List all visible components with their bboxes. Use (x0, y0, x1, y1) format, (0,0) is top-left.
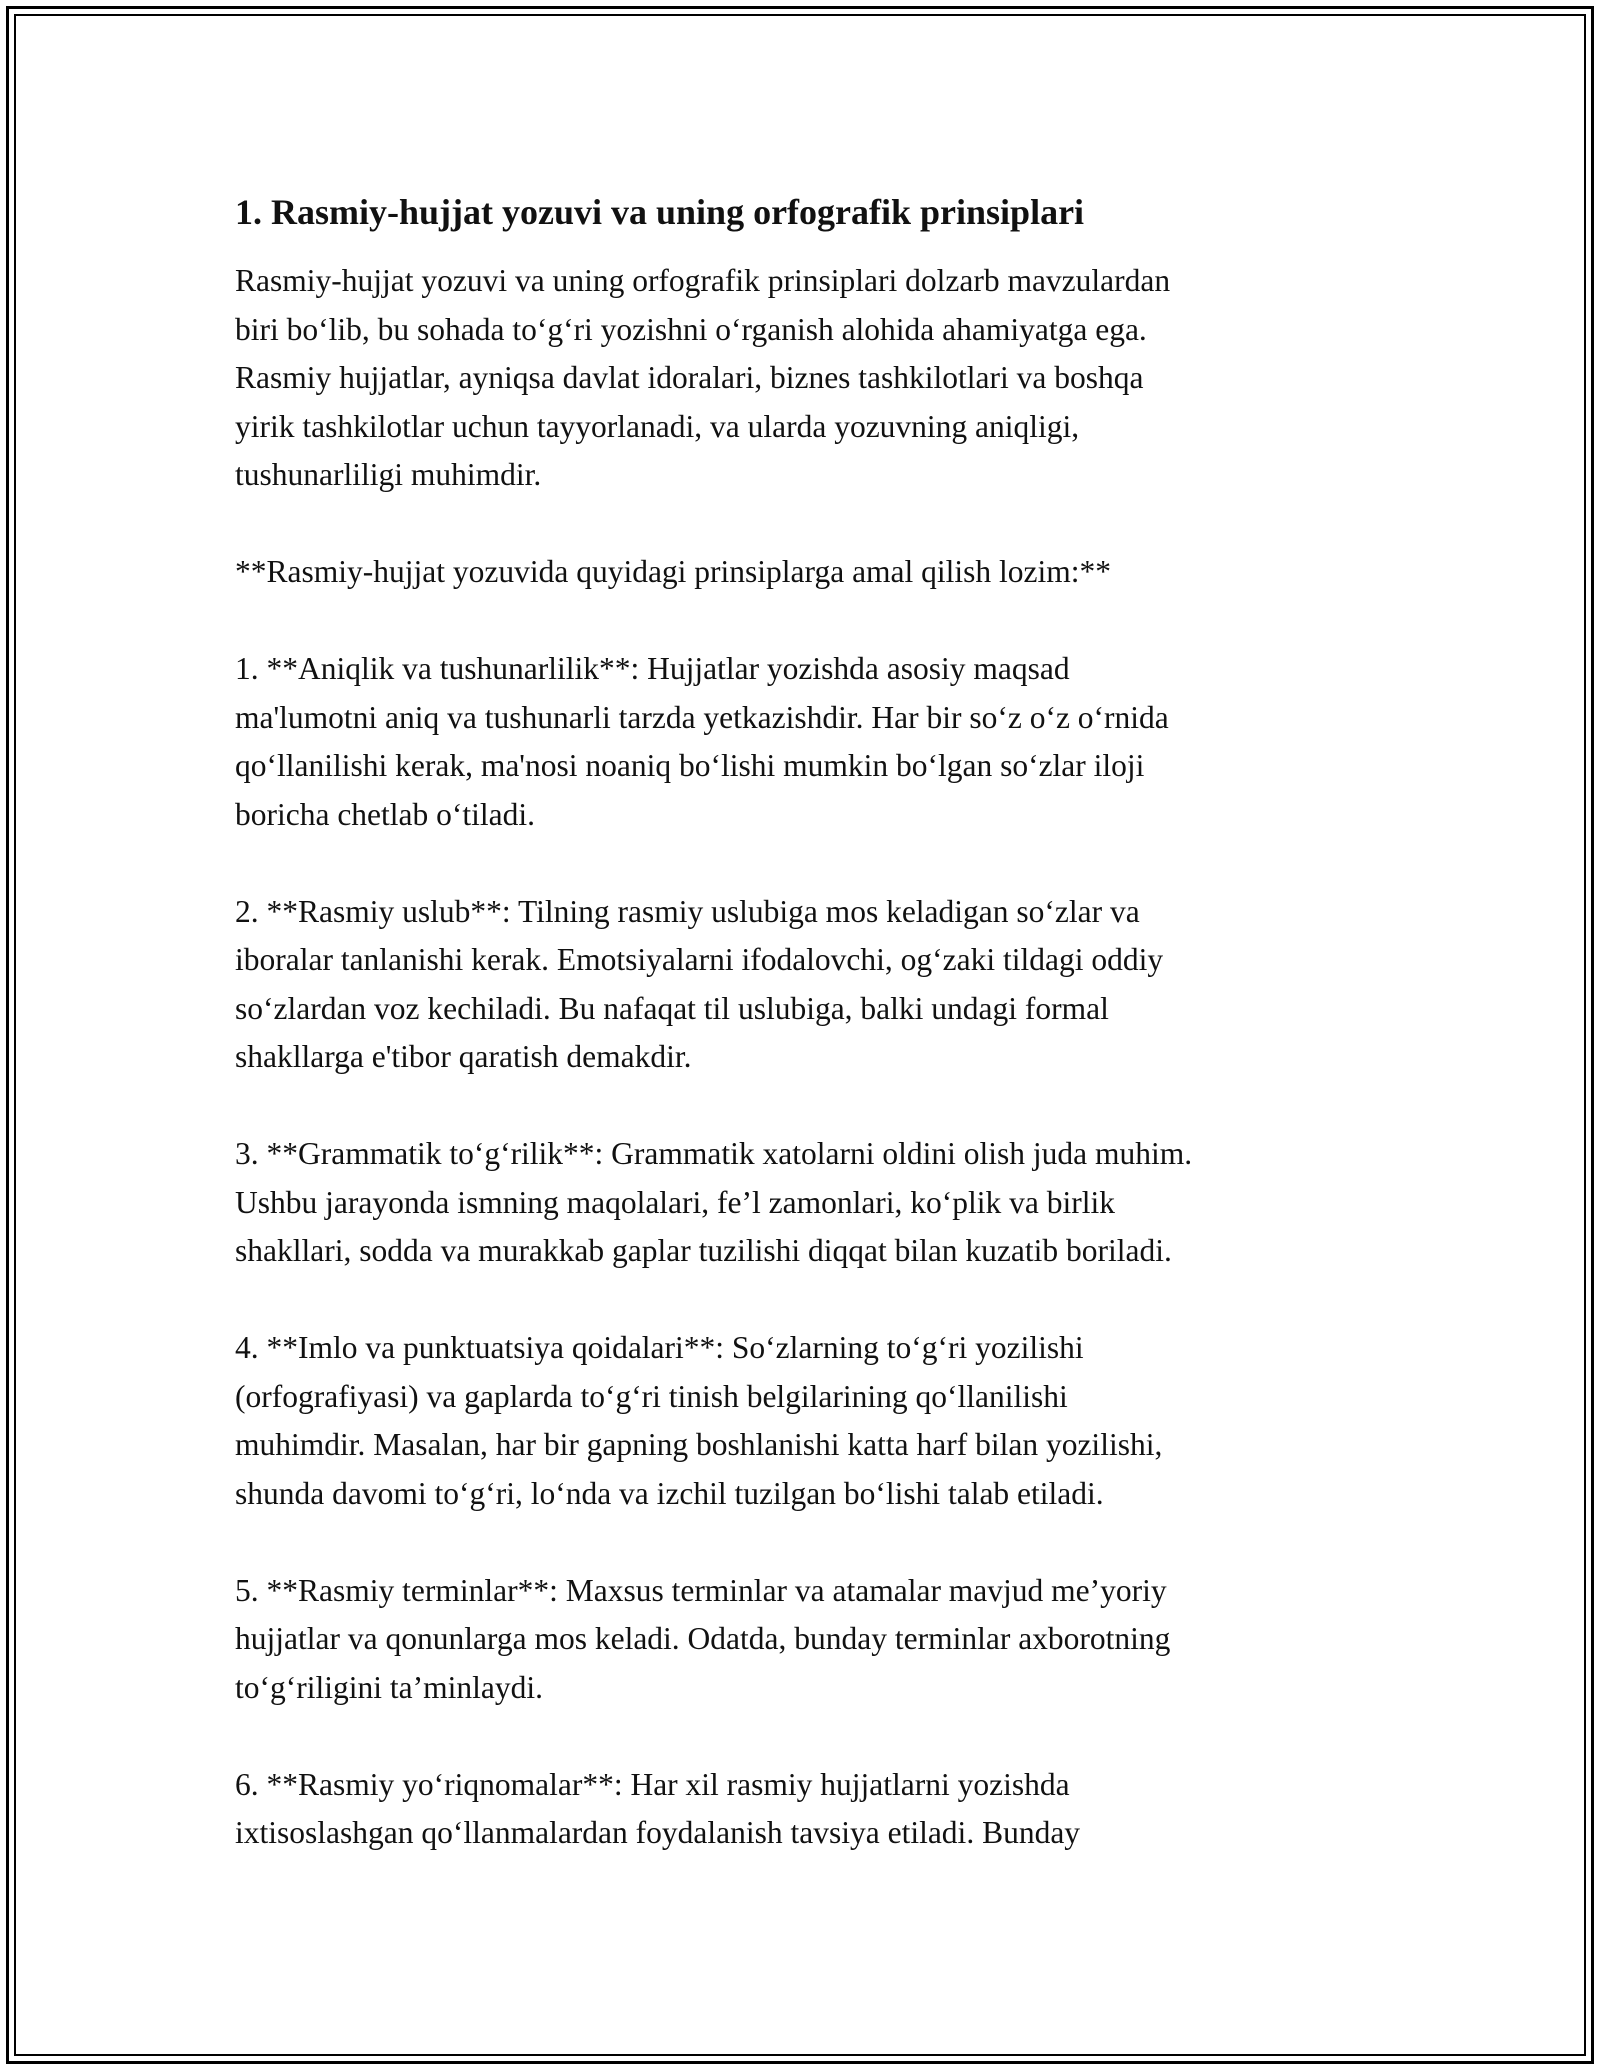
text-line: to‘g‘riligini ta’minlaydi. (235, 1669, 543, 1705)
text-line: **Rasmiy-hujjat yozuvida quyidagi prinsiplarga amal qilish lozim:** (235, 554, 1112, 589)
text-line: biri bo‘lib, bu sohada to‘g‘ri yozishni o‘rganish alohida ahamiyatga ega. (235, 311, 1147, 347)
text-line: 3. **Grammatik to‘g‘rilik**: Grammatik xatolarni oldini olish juda muhim. (235, 1136, 1193, 1171)
text-line: iboralar tanlanishi kerak. Emotsiyalarni ifodalovchi, og‘zaki tildagi oddiy (235, 942, 1164, 977)
text-line: qo‘llanilishi kerak, ma'nosi noaniq bo‘lishi mumkin bo‘lgan so‘zlar iloji (235, 748, 1145, 783)
intro-paragraph (235, 257, 1365, 500)
text-line: 2. **Rasmiy uslub**: Tilning rasmiy uslubiga mos keladigan so‘zlar va (235, 893, 1140, 929)
text-line: ma'lumotni aniq va tushunarli tarzda yetkazishdir. Har bir so‘z o‘z o‘rnida (235, 699, 1169, 735)
text-line: shunda davomi to‘g‘ri, lo‘nda va izchil tuzilgan bo‘lishi talab etiladi. (235, 1475, 1104, 1511)
document-body (235, 188, 1365, 1906)
text-line: boricha chetlab o‘tiladi. (235, 796, 536, 832)
principle-6-paragraph (235, 1761, 1365, 1858)
text-line: muhimdir. Masalan, har bir gapning boshlanishi katta harf bilan yozilishi, (235, 1427, 1163, 1462)
text-line: so‘zlardan voz kechiladi. Bu nafaqat til uslubiga, balki undagi formal (235, 990, 1109, 1026)
principle-2-paragraph (235, 888, 1365, 1082)
text-line: ixtisoslashgan qo‘llanmalardan foydalanish tavsiya etiladi. Bunday (235, 1815, 1081, 1850)
text-line: yirik tashkilotlar uchun tayyorlanadi, va ularda yozuvning aniqligi, (235, 408, 1080, 444)
document-title: 1. Rasmiy-hujjat yozuvi va uning orfografik prinsiplari (235, 192, 1085, 232)
principle-3-paragraph (235, 1130, 1365, 1276)
text-line: 4. **Imlo va punktuatsiya qoidalari**: So‘zlarning to‘g‘ri yozilishi (235, 1330, 1084, 1365)
text-line: 1. **Aniqlik va tushunarlilik**: Hujjatlar yozishda asosiy maqsad (235, 651, 1070, 686)
text-line: hujjatlar va qonunlarga mos keladi. Odatda, bunday terminlar axborotning (235, 1621, 1171, 1656)
text-line: shakllari, sodda va murakkab gaplar tuzilishi diqqat bilan kuzatib boriladi. (235, 1233, 1172, 1268)
text-line: 5. **Rasmiy terminlar**: Maxsus terminlar va atamalar mavjud me’yoriy (235, 1572, 1167, 1608)
text-line: Ushbu jarayonda ismning maqolalari, fe’l zamonlari, ko‘plik va birlik (235, 1184, 1116, 1220)
text-line: 6. **Rasmiy yo‘riqnomalar**: Har xil rasmiy hujjatlarni yozishda (235, 1766, 1070, 1802)
text-line: shakllarga e'tibor qaratish demakdir. (235, 1039, 692, 1074)
principle-4-paragraph (235, 1324, 1365, 1518)
principles-heading-paragraph (235, 548, 1365, 597)
text-line: Rasmiy hujjatlar, ayniqsa davlat idoralari, biznes tashkilotlari va boshqa (235, 360, 1144, 395)
text-line: (orfografiyasi) va gaplarda to‘g‘ri tinish belgilarining qo‘llanilishi (235, 1378, 1068, 1414)
text-line: tushunarliligi muhimdir. (235, 457, 542, 492)
principle-5-paragraph (235, 1567, 1365, 1713)
principle-1-paragraph (235, 645, 1365, 839)
text-line: Rasmiy-hujjat yozuvi va uning orfografik prinsiplari dolzarb mavzulardan (235, 263, 1171, 298)
